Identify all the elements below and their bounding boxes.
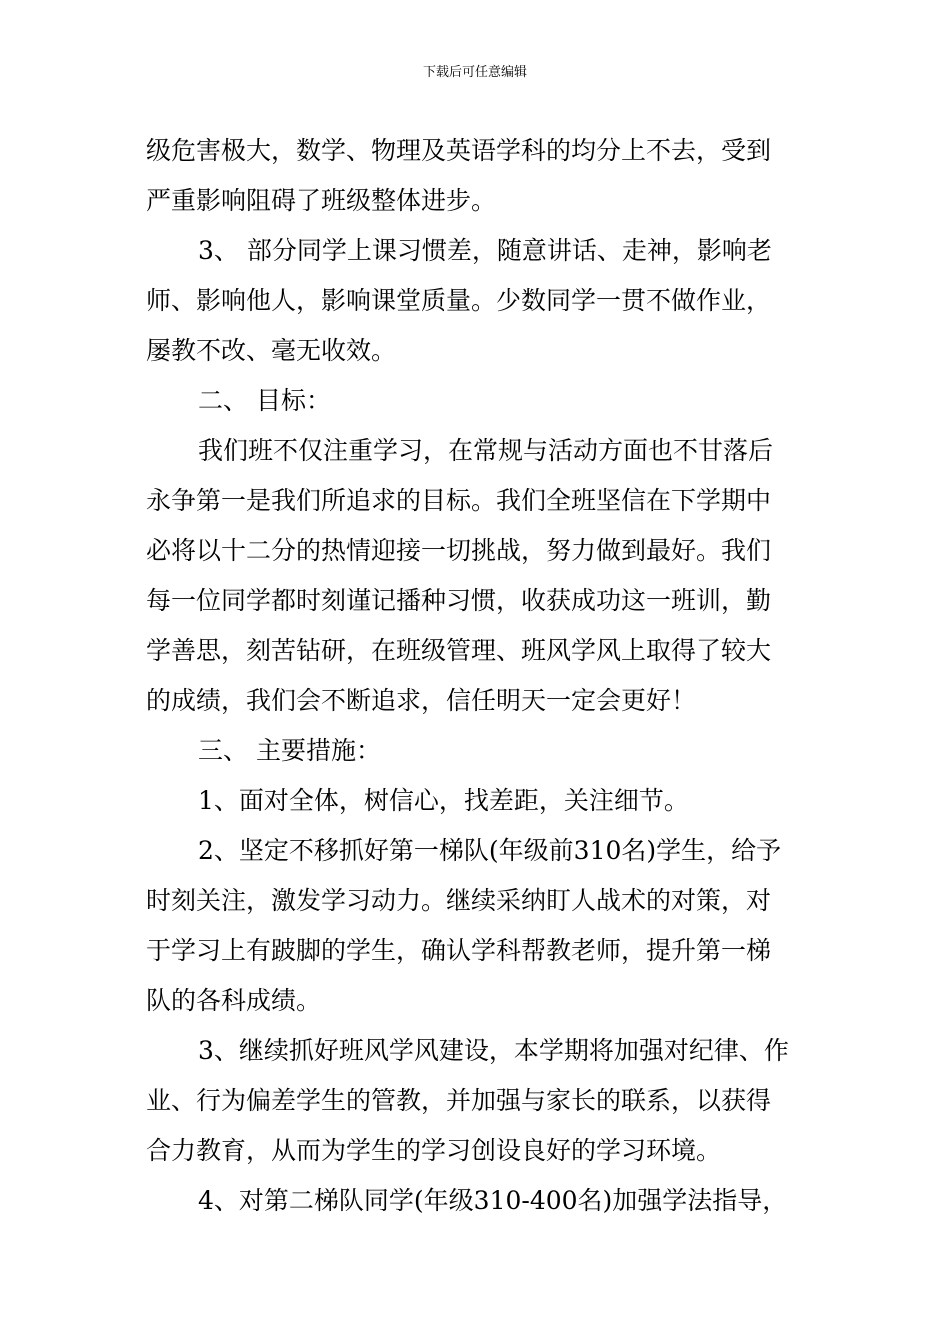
text-line: 的成绩，我们会不断追求，信任明天一定会更好！ [146, 686, 697, 715]
section-heading: 二、 目标： [198, 386, 331, 415]
text-line: 3、继续抓好班风学风建设，本学期将加强对纪律、作 [198, 1036, 789, 1065]
page-header: 下载后可任意编辑 [422, 65, 527, 80]
text-line: 队的各科成绩。 [146, 986, 322, 1015]
text-line: 每一位同学都时刻谨记播种习惯，收获成功这一班训，勤 [146, 586, 772, 615]
text-line: 学善思，刻苦钻研，在班级管理、班风学风上取得了较大 [146, 636, 772, 665]
text-line: 师、影响他人，影响课堂质量。少数同学一贯不做作业， [146, 286, 772, 315]
text-line: 严重影响阻碍了班级整体进步。 [146, 186, 497, 215]
text-line: 永争第一是我们所追求的目标。我们全班坚信在下学期中 [146, 486, 772, 515]
text-line: 3、 部分同学上课习惯差，随意讲话、走神，影响老 [198, 236, 772, 265]
text-line: 合力教育，从而为学生的学习创设良好的学习环境。 [146, 1136, 722, 1165]
text-line: 于学习上有跛脚的学生，确认学科帮教老师，提升第一梯 [146, 936, 772, 965]
text-line: 业、行为偏差学生的管教，并加强与家长的联系，以获得 [146, 1086, 772, 1115]
text-line: 屡教不改、毫无收效。 [146, 336, 397, 365]
section-heading: 三、 主要措施： [198, 736, 381, 765]
text-line: 我们班不仅注重学习，在常规与活动方面也不甘落后 [198, 436, 774, 465]
text-line: 1、面对全体，树信心，找差距，关注细节。 [198, 786, 689, 815]
text-line: 必将以十二分的热情迎接一切挑战，努力做到最好。我们 [146, 536, 772, 565]
text-line: 级危害极大，数学、物理及英语学科的均分上不去，受到 [146, 136, 772, 165]
text-line: 2、坚定不移抓好第一梯队(年级前310名)学生，给予 [198, 836, 782, 865]
text-line: 4、对第二梯队同学(年级310-400名)加强学法指导， [198, 1186, 788, 1215]
text-line: 时刻关注，激发学习动力。继续采纳盯人战术的对策，对 [146, 886, 772, 915]
document-body [146, 126, 806, 1226]
